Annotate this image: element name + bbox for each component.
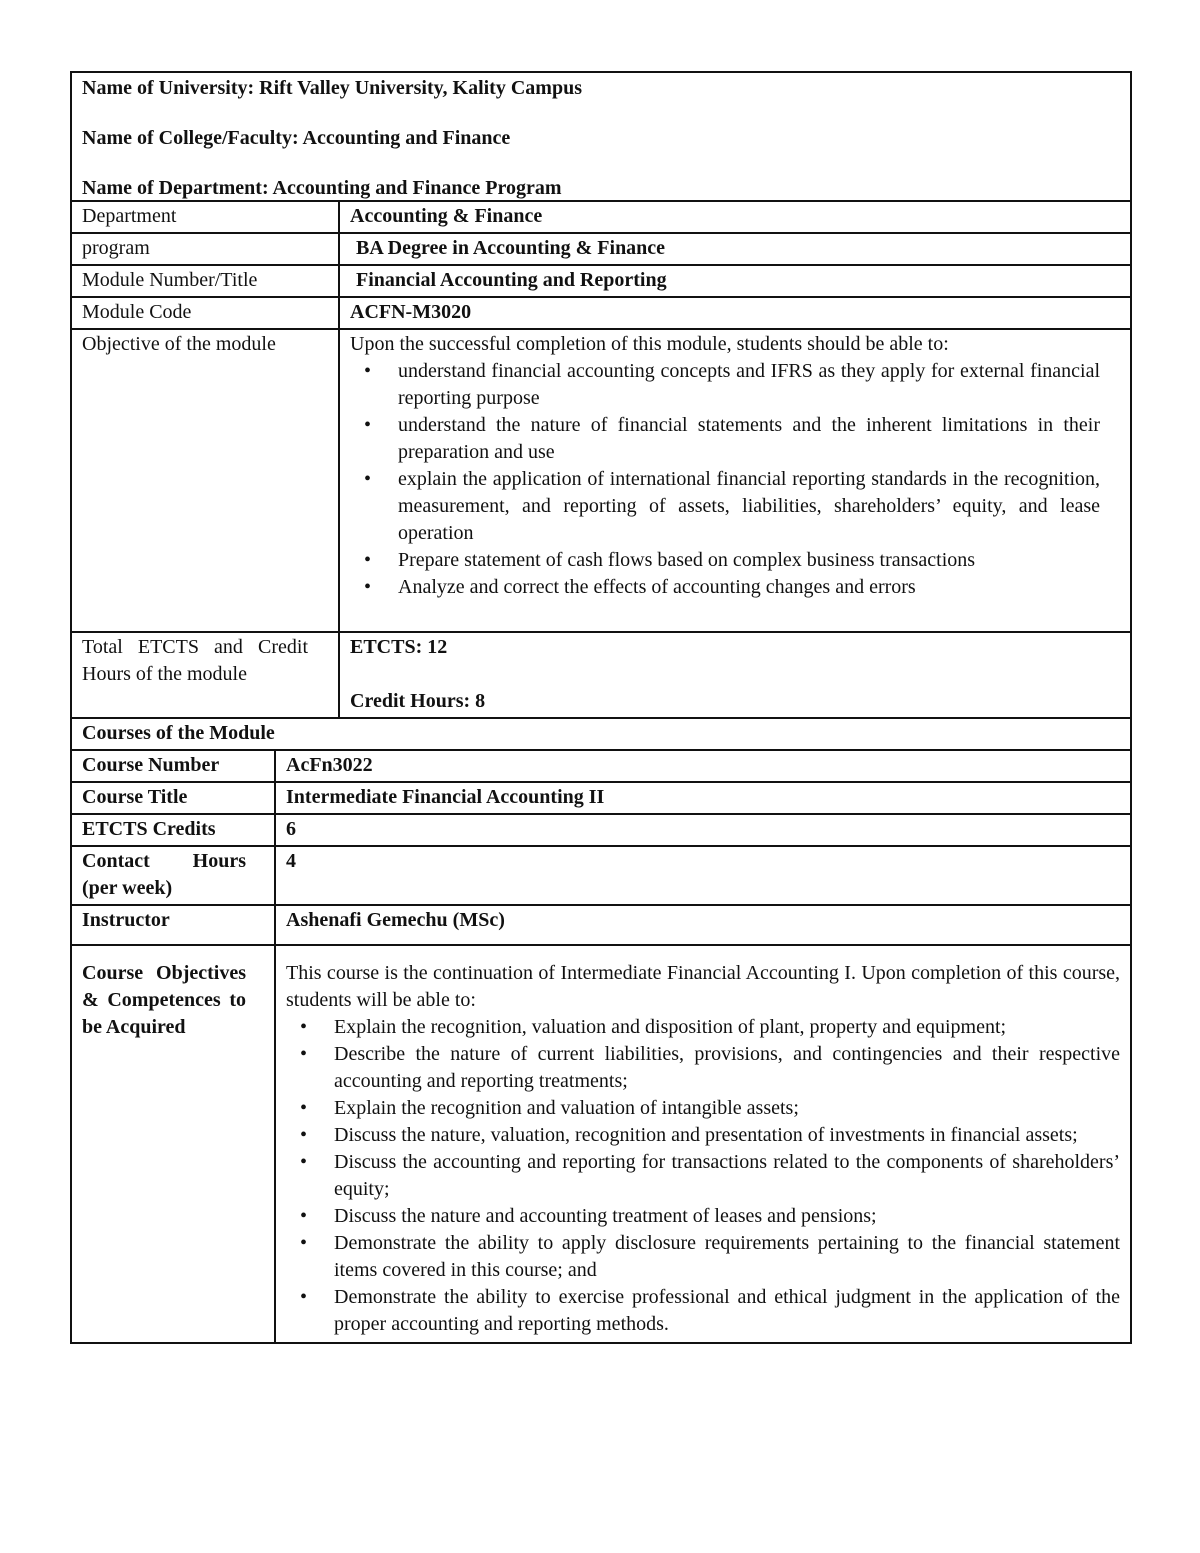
list-item: • understand the nature of financial statements and the inherent limitations in their preparation and use [398,412,1100,466]
module-objective-intro: Upon the successful completion of this module, students should be able to: [350,333,949,355]
course-credits-label: ETCTS Credits [71,814,275,846]
courses-section-title: Courses of the Module [71,718,1131,750]
list-item: • Analyze and correct the effects of accounting changes and errors [398,574,1100,601]
module-objective-label: Objective of the module [71,329,339,632]
department-name: Name of Department: Accounting and Finance Program [82,177,562,199]
module-code-row [71,297,1131,329]
list-item: • Discuss the nature and accounting treatment of leases and pensions; [334,1203,1120,1230]
module-title-value: Financial Accounting and Reporting [339,265,1131,297]
course-number-value: AcFn3022 [275,750,1131,782]
credit-hours-value: Credit Hours: 8 [350,690,486,712]
contact-hours-row [71,846,1131,905]
instructor-row [71,905,1131,945]
module-title-row [71,265,1131,297]
module-table [70,71,1132,1344]
module-code-value: ACFN-M3020 [339,297,1131,329]
department-label: Department [71,201,339,233]
course-number-label: Course Number [71,750,275,782]
instructor-label: Instructor [71,905,275,945]
list-item: • explain the application of international financial reporting standards in the recognition, measurement, and reporting of assets, liabilities, shareholders’ equity, and lease operation [398,466,1100,547]
module-objective-cell [339,329,1131,632]
course-objectives-list [286,1014,1120,1338]
course-title-row [71,782,1131,814]
university-name: Name of University: Rift Valley University, Kality Campus [82,77,582,99]
program-row [71,233,1131,265]
course-title-value: Intermediate Financial Accounting II [275,782,1131,814]
header-row [71,72,1131,201]
college-name: Name of College/Faculty: Accounting and Finance [82,127,511,149]
course-objectives-cell [275,945,1131,1343]
module-objective-list [350,358,1100,601]
list-item: • Explain the recognition and valuation of intangible assets; [334,1095,1120,1122]
program-value: BA Degree in Accounting & Finance [339,233,1131,265]
module-document [70,71,1130,1344]
course-objectives-row [71,945,1131,1343]
courses-section-row [71,718,1131,750]
course-objectives-label: Course Objectives & Competences to be Acquired [71,945,275,1343]
credits-cell [339,632,1131,718]
list-item: • Demonstrate the ability to apply disclosure requirements pertaining to the financial statement items covered in this course; and [334,1230,1120,1284]
contact-hours-value: 4 [275,846,1131,905]
module-objective-row [71,329,1131,632]
etcts-value: ETCTS: 12 [350,636,448,658]
list-item: • Discuss the nature, valuation, recognition and presentation of investments in financial assets; [334,1122,1120,1149]
credits-row [71,632,1131,718]
course-credits-value: 6 [275,814,1131,846]
course-title-label: Course Title [71,782,275,814]
header-cell [71,72,1131,201]
list-item: • Explain the recognition, valuation and disposition of plant, property and equipment; [334,1014,1120,1041]
course-credits-row [71,814,1131,846]
list-item: • Discuss the accounting and reporting for transactions related to the components of shareholders’ equity; [334,1149,1120,1203]
course-objectives-intro: This course is the continuation of Intermediate Financial Accounting I. Upon completion of this course, students will be able to: [286,962,1121,1011]
list-item: • understand financial accounting concepts and IFRS as they apply for external financial reporting purpose [398,358,1100,412]
instructor-value: Ashenafi Gemechu (MSc) [275,905,1131,945]
department-value: Accounting & Finance [339,201,1131,233]
credits-label: Total ETCTS and Credit Hours of the module [71,632,339,718]
program-label: program [71,233,339,265]
contact-hours-label: Contact Hours (per week) [71,846,275,905]
module-code-label: Module Code [71,297,339,329]
course-number-row [71,750,1131,782]
list-item: • Prepare statement of cash flows based on complex business transactions [398,547,1100,574]
module-title-label: Module Number/Title [71,265,339,297]
list-item: • Demonstrate the ability to exercise professional and ethical judgment in the application of the proper accounting and reporting methods. [334,1284,1120,1338]
department-row [71,201,1131,233]
list-item: • Describe the nature of current liabilities, provisions, and contingencies and their respective accounting and reporting treatments; [334,1041,1120,1095]
